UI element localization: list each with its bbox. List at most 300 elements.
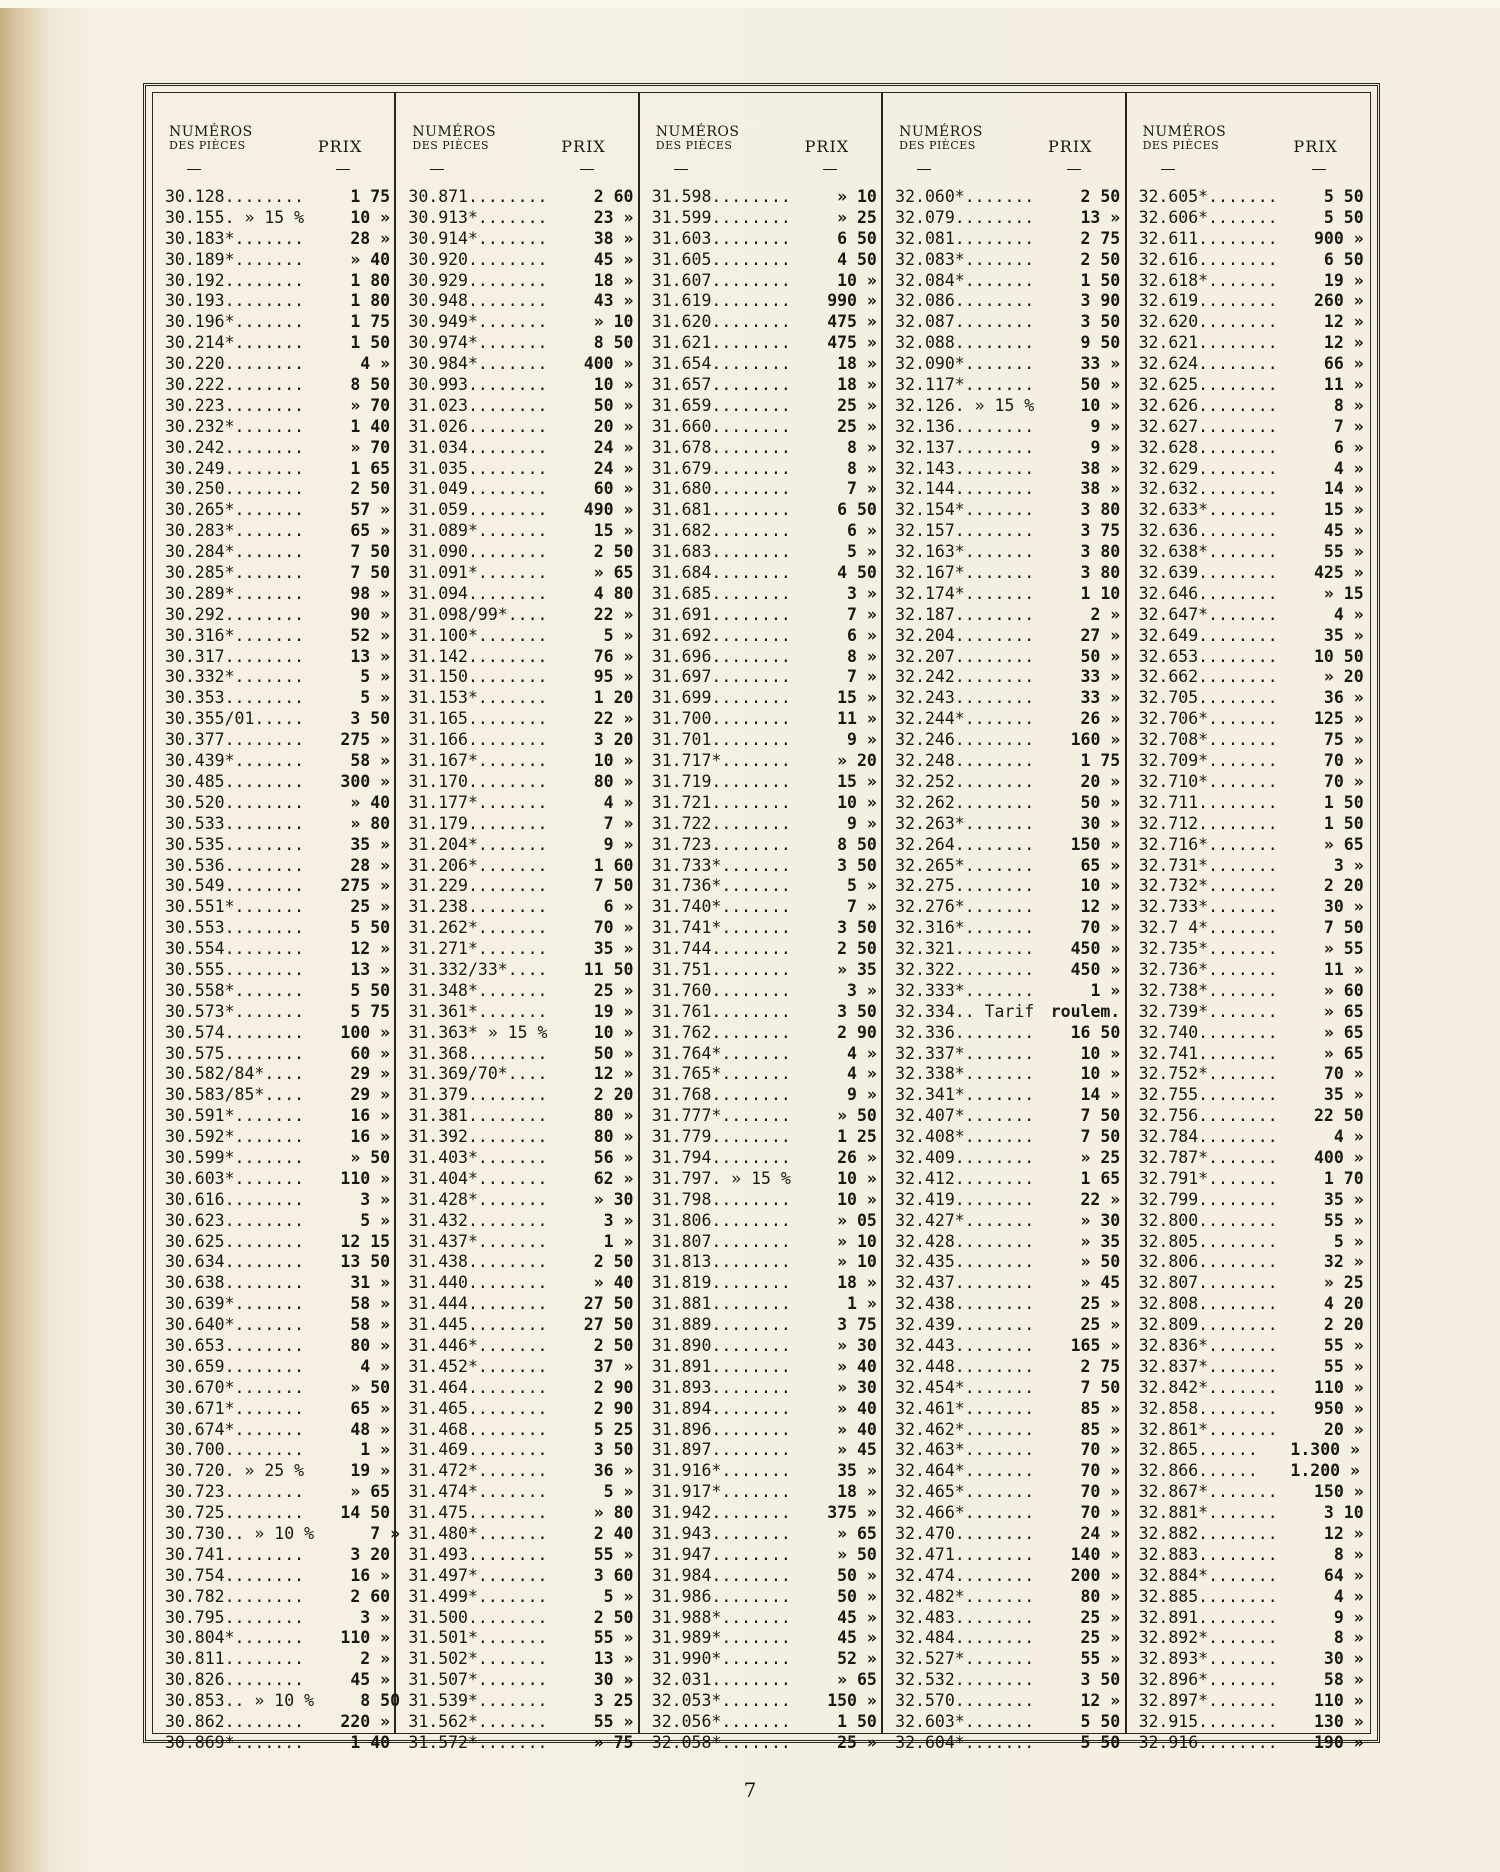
- part-price: 58 »: [350, 751, 391, 771]
- part-number: 32.896*.......: [1138, 1670, 1278, 1690]
- part-price: » 60: [1323, 980, 1364, 1000]
- part-price: 12 »: [1080, 1691, 1121, 1711]
- part-number: 30.284*.......: [165, 542, 305, 562]
- part-number: 32.604*.......: [895, 1732, 1035, 1752]
- price-row: [895, 228, 1121, 250]
- part-number: 31.723........: [651, 834, 791, 854]
- price-row: [165, 458, 391, 480]
- part-price: 1 20: [593, 688, 634, 708]
- part-price: 25 »: [1080, 1628, 1121, 1648]
- part-number: 31.165........: [408, 709, 548, 729]
- part-price: 1 50: [1323, 813, 1364, 833]
- part-number: 32.246........: [895, 730, 1035, 750]
- part-price: 85 »: [1080, 1419, 1121, 1439]
- price-row: [408, 1586, 634, 1608]
- part-number: 32.636........: [1138, 521, 1278, 541]
- part-number: 30.285*.......: [165, 563, 305, 583]
- price-row: [165, 1022, 391, 1044]
- price-row: [1138, 688, 1364, 709]
- part-price: 1 50: [1080, 270, 1121, 290]
- price-row: [408, 1712, 634, 1733]
- part-number: 31.605........: [651, 249, 791, 269]
- part-price: 12 »: [1323, 1524, 1364, 1543]
- part-number: 31.683........: [651, 542, 791, 562]
- price-row: [651, 1503, 877, 1524]
- part-price: » 40: [837, 1356, 877, 1376]
- part-price: 18 »: [837, 375, 877, 395]
- part-price: 25 »: [593, 980, 634, 1000]
- part-price: 26 »: [837, 1147, 877, 1167]
- part-price: 33 »: [1080, 354, 1121, 374]
- price-rows: [651, 187, 877, 1754]
- part-number: 32.083*.......: [895, 249, 1035, 269]
- header-dash: [1161, 169, 1175, 170]
- part-number: 32.867*.......: [1138, 1482, 1278, 1502]
- price-row: [408, 1189, 634, 1211]
- part-price: » 50: [837, 1106, 877, 1126]
- part-number: 30.283*.......: [165, 521, 305, 541]
- part-number: 32.419........: [895, 1189, 1035, 1209]
- part-number: 32.437........: [895, 1273, 1035, 1293]
- part-number: 31.177*.......: [408, 792, 548, 812]
- part-price: 20 »: [1080, 771, 1121, 791]
- price-row: [895, 1398, 1121, 1420]
- part-number: 32.621........: [1138, 333, 1278, 353]
- price-row: [408, 959, 634, 981]
- part-price: 1 40: [350, 416, 391, 436]
- part-price: 2 50: [593, 1252, 634, 1272]
- price-row: [408, 521, 634, 542]
- part-number: 32.088........: [895, 333, 1035, 353]
- part-number: 31.741*.......: [651, 918, 791, 938]
- part-price: 13 »: [1080, 207, 1121, 227]
- price-row: [408, 1252, 634, 1273]
- part-number: 30.670*.......: [165, 1377, 305, 1397]
- price-row: [651, 646, 877, 668]
- numeros-header: [1143, 125, 1227, 153]
- price-row: [651, 751, 877, 772]
- part-number: 30.214*.......: [165, 333, 305, 353]
- price-row: [651, 479, 877, 500]
- price-row: [1138, 1628, 1364, 1649]
- price-row: [895, 897, 1121, 918]
- part-number: 31.806........: [651, 1210, 791, 1230]
- price-row: [408, 1544, 634, 1566]
- part-price: 27 50: [583, 1315, 634, 1335]
- part-price: 35 »: [593, 939, 634, 959]
- prix-header: PRIX: [804, 137, 850, 156]
- price-row: [165, 1210, 391, 1232]
- price-row: [165, 813, 391, 835]
- part-number: 32.711........: [1138, 792, 1278, 812]
- part-price: 55 »: [1323, 1210, 1364, 1230]
- part-number: 31.469........: [408, 1440, 548, 1460]
- part-price: 1 10: [1080, 583, 1121, 603]
- part-number: 32.532........: [895, 1670, 1035, 1690]
- part-number: 31.719........: [651, 771, 791, 791]
- part-price: 10 »: [1080, 395, 1121, 415]
- price-row: [408, 270, 634, 292]
- part-price: 29 »: [350, 1085, 391, 1105]
- part-number: 32.471........: [895, 1544, 1035, 1564]
- part-number: 31.916*.......: [651, 1461, 791, 1481]
- price-row: [651, 521, 877, 542]
- page-edge: [0, 0, 1500, 8]
- part-price: 95 »: [593, 667, 634, 687]
- part-price: roulem.: [1050, 1001, 1121, 1021]
- price-row: [1138, 333, 1364, 354]
- price-row: [408, 667, 634, 688]
- part-number: 31.891........: [651, 1356, 791, 1376]
- price-row: [165, 1127, 391, 1148]
- part-number: 32.265*.......: [895, 855, 1035, 875]
- part-number: 31.988*.......: [651, 1607, 791, 1627]
- price-row: [1138, 395, 1364, 417]
- part-price: 190 »: [1313, 1732, 1364, 1752]
- part-price: 200 »: [1070, 1565, 1121, 1585]
- part-number: 31.768........: [651, 1085, 791, 1105]
- price-row: [165, 563, 391, 584]
- part-price: 64 »: [1323, 1565, 1364, 1585]
- part-price: 5 »: [360, 688, 391, 708]
- part-number: 30.653........: [165, 1335, 305, 1355]
- part-number: 31.179........: [408, 813, 548, 833]
- price-row: [651, 1712, 877, 1733]
- part-price: 14 50: [340, 1503, 391, 1523]
- price-row: [651, 1001, 877, 1023]
- part-number: 31.035........: [408, 458, 548, 478]
- part-number: 32.736*.......: [1138, 959, 1278, 979]
- part-price: 8 »: [847, 458, 877, 478]
- price-row: [1138, 312, 1364, 333]
- part-number: 32.482*.......: [895, 1586, 1035, 1606]
- part-price: » 55: [1323, 939, 1364, 959]
- price-row: [651, 207, 877, 229]
- part-price: 10 »: [1080, 1043, 1121, 1063]
- part-price: 60 »: [350, 1043, 391, 1063]
- price-row: [651, 583, 877, 605]
- price-row: [895, 1210, 1121, 1232]
- price-row: [651, 1670, 877, 1691]
- price-row: [1138, 834, 1364, 856]
- part-price: 6 »: [847, 521, 877, 541]
- price-row: [1138, 1147, 1364, 1169]
- part-price: 58 »: [350, 1294, 391, 1314]
- part-price: 13 »: [350, 646, 391, 666]
- part-price: 7 »: [603, 813, 634, 833]
- price-row: [408, 416, 634, 438]
- price-row: [895, 1315, 1121, 1336]
- part-price: 11 50: [583, 959, 634, 979]
- part-price: 12 15: [340, 1231, 391, 1251]
- page-number: 7: [743, 1778, 757, 1802]
- price-row: [895, 959, 1121, 981]
- part-number: 31.986........: [651, 1586, 791, 1606]
- part-number: 31.444........: [408, 1294, 548, 1314]
- price-row: [1138, 1607, 1364, 1629]
- part-price: 275 »: [340, 730, 391, 750]
- part-price: 13 »: [593, 1649, 634, 1669]
- price-row: [895, 1147, 1121, 1169]
- part-price: 4 »: [847, 1043, 877, 1063]
- part-number: 32.619........: [1138, 291, 1278, 311]
- price-row: [165, 312, 391, 333]
- price-row: [651, 1586, 877, 1608]
- price-row: [408, 1482, 634, 1503]
- price-row: [1138, 1649, 1364, 1670]
- part-price: 43 »: [593, 291, 634, 311]
- part-price: 7 50: [1323, 918, 1364, 938]
- price-row: [165, 270, 391, 292]
- price-row: [1138, 270, 1364, 292]
- part-number: 31.428*.......: [408, 1189, 548, 1209]
- part-number: 31.897........: [651, 1440, 791, 1460]
- price-row: [895, 1168, 1121, 1190]
- part-number: 32.616........: [1138, 249, 1278, 269]
- part-price: 24 »: [1080, 1524, 1121, 1543]
- price-row: [1138, 730, 1364, 751]
- price-row: [895, 270, 1121, 292]
- price-row: [1138, 1356, 1364, 1378]
- price-rows: [408, 187, 634, 1754]
- price-row: [408, 1001, 634, 1023]
- part-price: 1 80: [350, 291, 391, 311]
- price-row: [895, 980, 1121, 1002]
- part-price: 1 25: [837, 1127, 877, 1147]
- part-price: 8 50: [350, 375, 391, 395]
- price-row: [165, 354, 391, 375]
- part-price: 6 »: [603, 897, 634, 917]
- part-price: 110 »: [340, 1168, 391, 1188]
- price-row: [408, 646, 634, 668]
- price-row: [895, 1085, 1121, 1106]
- part-price: 45 »: [1323, 521, 1364, 541]
- part-number: 32.341*.......: [895, 1085, 1035, 1105]
- part-price: 16 »: [350, 1127, 391, 1147]
- part-price: 375 »: [827, 1503, 877, 1523]
- price-row: [1138, 500, 1364, 521]
- numeros-header-line1: NUMÉROS: [899, 124, 983, 140]
- part-price: 3 »: [1333, 855, 1364, 875]
- price-row: [408, 291, 634, 312]
- price-row: [165, 228, 391, 250]
- part-price: 3 20: [593, 730, 634, 750]
- part-price: 300 »: [340, 771, 391, 791]
- part-number: 32.167*.......: [895, 563, 1035, 583]
- price-row: [895, 521, 1121, 542]
- part-number: 30.811........: [165, 1649, 305, 1669]
- part-price: 55 »: [1323, 1356, 1364, 1376]
- part-number: 30.592*.......: [165, 1127, 305, 1147]
- column-header: [408, 107, 627, 187]
- price-row: [895, 1127, 1121, 1148]
- price-row: [1138, 1210, 1364, 1232]
- part-number: 32.438........: [895, 1294, 1035, 1314]
- price-row: [1138, 1377, 1364, 1399]
- part-price: » 50: [837, 1544, 877, 1564]
- part-number: 31.098/99*....: [408, 604, 548, 624]
- part-price: 80 »: [593, 1127, 634, 1147]
- price-row: [895, 771, 1121, 793]
- part-price: 32 »: [1323, 1252, 1364, 1272]
- price-row: [1138, 187, 1364, 208]
- part-price: 1 40: [350, 1732, 391, 1752]
- price-row: [895, 751, 1121, 772]
- part-number: 31.762........: [651, 1022, 791, 1042]
- part-number: 30.795........: [165, 1607, 305, 1627]
- part-number: 32.484........: [895, 1628, 1035, 1648]
- part-number: 32.756........: [1138, 1106, 1278, 1126]
- part-number: 31.889........: [651, 1315, 791, 1335]
- part-number: 31.692........: [651, 625, 791, 645]
- part-price: 7 50: [350, 563, 391, 583]
- price-row: [895, 1106, 1121, 1127]
- price-row: [408, 1503, 634, 1524]
- part-number: 31.497*.......: [408, 1565, 548, 1585]
- part-price: » 10: [837, 1231, 877, 1251]
- part-price: 3 80: [1080, 500, 1121, 520]
- part-number: 32.866......: [1138, 1461, 1258, 1481]
- price-row: [651, 354, 877, 375]
- part-price: 28 »: [350, 228, 391, 248]
- price-row: [1138, 458, 1364, 480]
- price-row: [651, 1294, 877, 1315]
- price-row: [895, 1419, 1121, 1441]
- part-price: 3 80: [1080, 563, 1121, 583]
- part-number: 31.500........: [408, 1607, 548, 1627]
- part-price: 1 »: [603, 1231, 634, 1251]
- part-number: 32.733*.......: [1138, 897, 1278, 917]
- part-price: » 80: [350, 813, 391, 833]
- part-number: 32.204........: [895, 625, 1035, 645]
- price-row: [408, 1691, 634, 1712]
- price-row: [408, 1377, 634, 1399]
- part-price: 2 40: [593, 1524, 634, 1543]
- part-price: 220 »: [340, 1712, 391, 1732]
- part-number: 32.861*.......: [1138, 1419, 1278, 1439]
- part-price: 2 60: [350, 1586, 391, 1606]
- price-row: [651, 1064, 877, 1085]
- part-number: 32.174*.......: [895, 583, 1035, 603]
- part-number: 32.708*.......: [1138, 730, 1278, 750]
- price-row: [408, 813, 634, 835]
- price-row: [165, 1106, 391, 1127]
- part-number: 31.090........: [408, 542, 548, 562]
- price-row: [408, 1732, 634, 1754]
- part-number: 30.782........: [165, 1586, 305, 1606]
- part-price: 3 60: [593, 1565, 634, 1585]
- part-number: 32.740........: [1138, 1022, 1278, 1042]
- price-row: [165, 1335, 391, 1357]
- part-number: 31.572*.......: [408, 1732, 548, 1752]
- part-price: 9 »: [603, 834, 634, 854]
- price-row: [1138, 437, 1364, 459]
- part-price: 1 80: [350, 270, 391, 290]
- part-price: 70 »: [1080, 1503, 1121, 1523]
- part-price: 10 »: [593, 375, 634, 395]
- part-number: 31.507*.......: [408, 1670, 548, 1690]
- price-row: [651, 563, 877, 584]
- price-row: [408, 1147, 634, 1169]
- part-price: 25 »: [1080, 1607, 1121, 1627]
- price-row: [165, 207, 391, 229]
- part-number: 31.813........: [651, 1252, 791, 1272]
- part-price: 1 60: [593, 855, 634, 875]
- part-price: 475 »: [827, 312, 877, 332]
- part-price: 4 »: [603, 792, 634, 812]
- part-price: » 25: [837, 207, 877, 227]
- part-number: 32.408*.......: [895, 1127, 1035, 1147]
- header-dash: [1312, 169, 1326, 170]
- part-price: » 70: [350, 395, 391, 415]
- part-price: 1 50: [350, 333, 391, 353]
- price-column-1: [153, 93, 401, 1752]
- part-price: 2 50: [350, 479, 391, 499]
- price-row: [651, 1189, 877, 1211]
- part-number: 30.232*.......: [165, 416, 305, 436]
- price-row: [1138, 228, 1364, 250]
- part-number: 31.501*.......: [408, 1628, 548, 1648]
- price-row: [895, 1565, 1121, 1587]
- part-price: 5 »: [360, 667, 391, 687]
- price-row: [895, 479, 1121, 500]
- part-number: 32.187........: [895, 604, 1035, 624]
- part-price: » 30: [1080, 1210, 1121, 1230]
- part-number: 32.865......: [1138, 1440, 1258, 1460]
- price-row: [165, 771, 391, 793]
- price-row: [165, 1482, 391, 1503]
- part-number: 30.616........: [165, 1189, 305, 1209]
- part-number: 31.438........: [408, 1252, 548, 1272]
- price-row: [165, 542, 391, 563]
- part-price: 2 50: [837, 939, 877, 959]
- column-header: [165, 107, 384, 187]
- price-row: [165, 500, 391, 521]
- price-row: [408, 375, 634, 396]
- price-row: [651, 437, 877, 459]
- price-column-4: [883, 93, 1126, 1752]
- part-number: 32.454*.......: [895, 1377, 1035, 1397]
- part-price: 475 »: [827, 333, 877, 353]
- price-row: [895, 1691, 1121, 1712]
- part-price: 3 80: [1080, 542, 1121, 562]
- price-column-3: [640, 93, 883, 1752]
- numeros-header-line2: DES PIÈCES: [899, 139, 976, 152]
- part-price: 26 »: [1080, 709, 1121, 729]
- price-row: [895, 1712, 1121, 1733]
- part-number: 32.638*.......: [1138, 542, 1278, 562]
- price-row: [408, 1649, 634, 1670]
- part-price: 7 »: [847, 897, 877, 917]
- part-number: 31.480*.......: [408, 1524, 548, 1543]
- part-price: 66 »: [1323, 354, 1364, 374]
- price-rows: [1138, 187, 1364, 1754]
- price-row: [651, 771, 877, 793]
- price-row: [408, 855, 634, 877]
- part-number: 31.760........: [651, 980, 791, 1000]
- part-number: 32.081........: [895, 228, 1035, 248]
- part-price: » 50: [350, 1377, 391, 1397]
- part-price: 25 »: [837, 416, 877, 436]
- part-price: 52 »: [837, 1649, 877, 1669]
- part-number: 30.242........: [165, 437, 305, 457]
- price-row: [895, 1294, 1121, 1315]
- price-row: [1138, 1503, 1364, 1524]
- price-row: [408, 1043, 634, 1065]
- part-price: 80 »: [350, 1335, 391, 1355]
- part-price: 2 50: [1080, 249, 1121, 269]
- part-number: 32.897*.......: [1138, 1691, 1278, 1711]
